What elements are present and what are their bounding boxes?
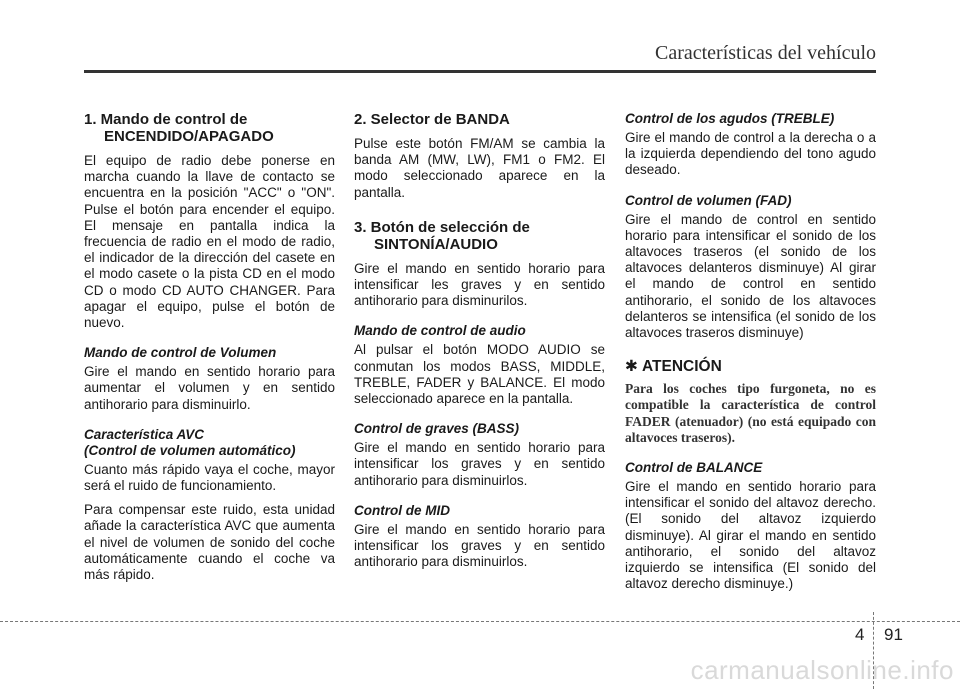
section-heading-tune: 3. Botón de selección de SINTONÍA/AUDIO [354, 218, 530, 253]
header-rule [84, 70, 876, 73]
warning-text: Para los coches tipo furgoneta, no es compatible la característica de control FADER (atenuador) (no está equipado con altavoces traseros). [625, 381, 876, 445]
paragraph: Gire el mando en sentido horario para intensificar los graves y en sentido antihorario para disminuirlos. [354, 521, 605, 570]
subheading-treble: Control de los agudos (TREBLE) [625, 111, 835, 126]
subheading-avc [84, 427, 335, 459]
section-heading-power: 1. Mando de control de ENCENDIDO/APAGADO [84, 111, 274, 145]
subheading-volume: Mando de control de Volumen [84, 345, 277, 361]
paragraph: Cuanto más rápido vaya el coche, mayor será el ruido de funcionamiento. [84, 461, 335, 494]
column-2 [354, 111, 605, 578]
section-heading-band: 2. Selector de BANDA [354, 111, 510, 128]
attention-title: ATENCIÓN [642, 358, 722, 376]
paragraph: Para compensar este ruido, esta unidad añade la característica AVC que aumenta el nivel de volumen de sonido del coche automáticamente cuando el coche va más rápido. [84, 502, 335, 583]
page-number: 91 [884, 625, 903, 644]
subheading-avc-line1: Característica AVC [84, 426, 205, 442]
paragraph: Gire el mando de control a la derecha o a la izquierda dependiendo del tono agudo deseado. [625, 130, 876, 178]
paragraph: Pulse este botón FM/AM se cambia la banda AM (MW, LW), FM1 o FM2. El modo seleccionado aparece en la pantalla. [354, 136, 605, 200]
paragraph: Gire el mando en sentido horario para intensificar el sonido del altavoz derecho. (El sonido del altavoz izquierdo disminuye). Al girar el mando en sentido antihorario, el sonido del altavoz izquierdo se intensifica (El sonido del altavoz derecho disminuye.) [625, 479, 876, 592]
subheading-bass: Control de graves (BASS) [354, 421, 520, 437]
subheading-mid: Control de MID [354, 502, 450, 518]
paragraph: Gire el mando de control en sentido horario para intensificar el sonido de los altavoces traseros (el sonido de los altavoces delanteros disminuye) Al girar el mando de control en sentido antihorario, el sonido de los altavoces delanteros se intensifica (el sonido de los altavoces traseros disminuye) [625, 211, 876, 341]
paragraph: Gire el mando en sentido horario para intensificar los graves y en sentido antihorario para disminuirlos. [354, 440, 605, 488]
chapter-number: 4 [855, 625, 865, 644]
footer-rule [0, 621, 960, 622]
watermark: carmanualsonline.info [690, 655, 954, 685]
asterisk-icon: ✱ [625, 358, 638, 376]
subheading-audio: Mando de control de audio [354, 323, 526, 339]
column-1 [84, 111, 335, 591]
column-3 [625, 111, 876, 600]
page-header-title: Características del vehículo [654, 42, 876, 64]
paragraph: El equipo de radio debe ponerse en marcha cuando la llave de contacto se encuentra en la posición "ACC" o "ON". Pulse el botón para encender el equipo. El mensaje en pantalla indica la frecuencia de radio en el modo de radio, el indicador de la dirección del casete en el modo casete o la pista CD en el modo CD o modo CD AUTO CHANGER. Para apagar el equipo, pulse el botón de nuevo. [84, 153, 335, 331]
subheading-avc-line2: (Control de volumen automático) [84, 442, 296, 458]
subheading-balance: Control de BALANCE [625, 460, 763, 476]
paragraph: Gire el mando en sentido horario para intensificar les graves y en sentido antihorario para disminurilos. [354, 260, 605, 309]
paragraph: Al pulsar el botón MODO AUDIO se conmutan los modos BASS, MIDDLE, TREBLE, FADER y BALANCE. El modo seleccionado aparece en la pantalla. [354, 342, 605, 407]
attention-heading [625, 357, 876, 376]
paragraph: Gire el mando en sentido horario para aumentar el volumen y en sentido antihorario para disminuirlo. [84, 364, 335, 412]
subheading-fad: Control de volumen (FAD) [625, 192, 792, 208]
